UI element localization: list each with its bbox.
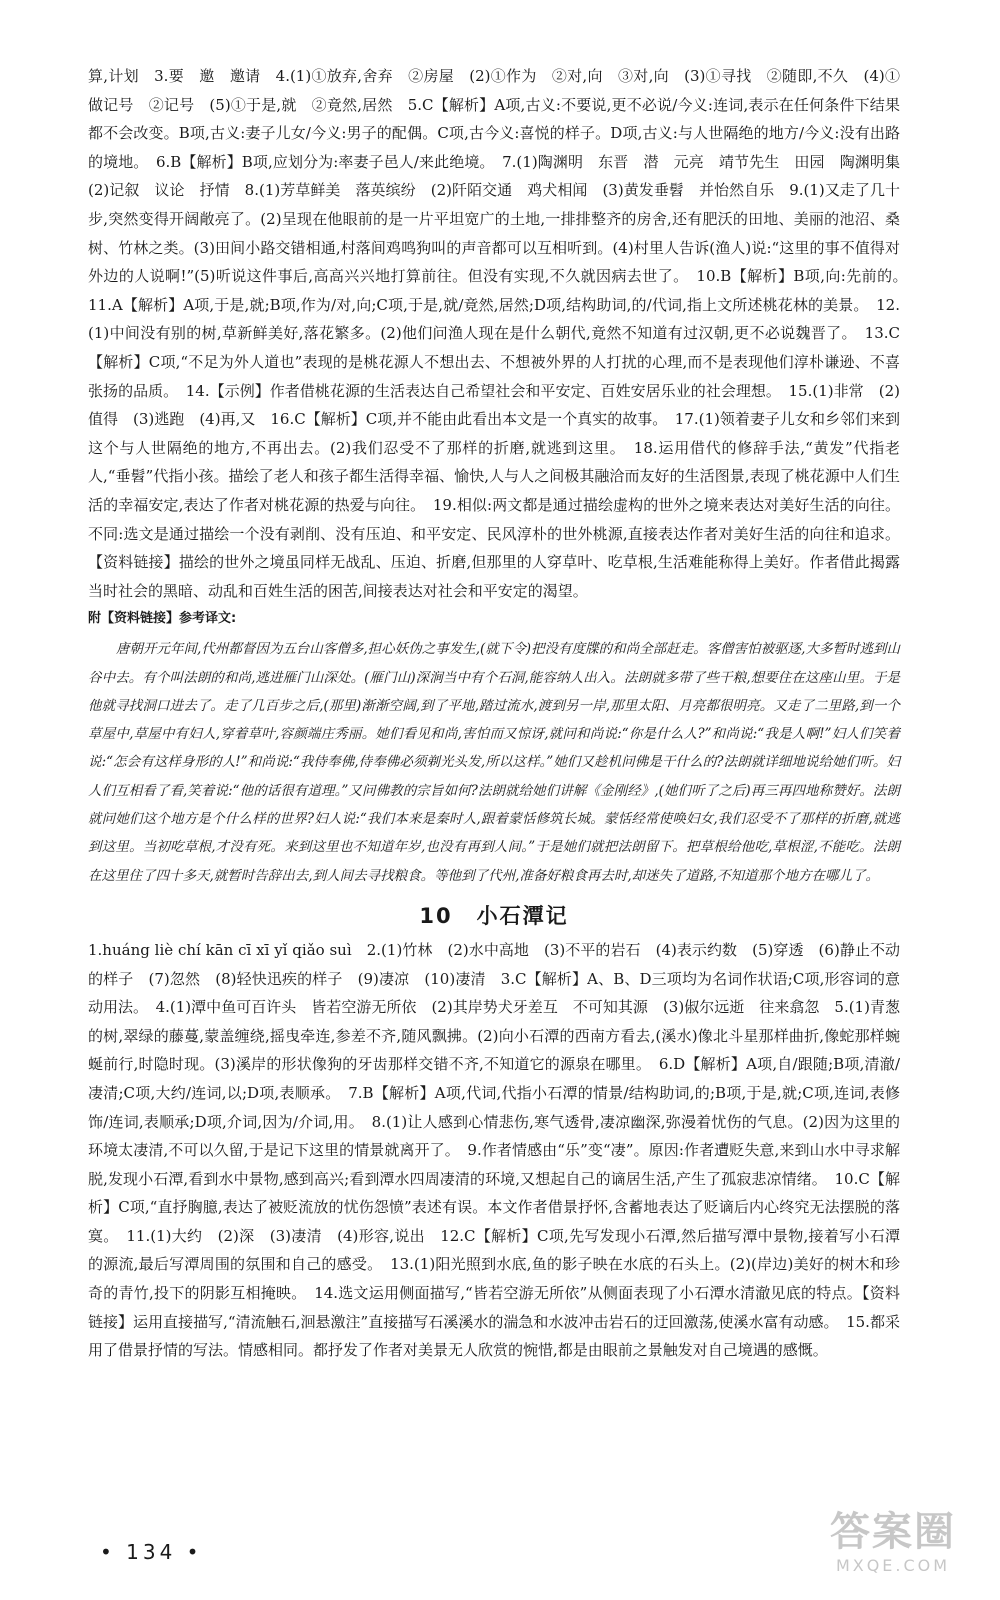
watermark-site-text: MXQE.COM: [835, 1556, 951, 1575]
watermark-main-text: 答案圈: [830, 1509, 956, 1555]
answer-text-bottom: 1.huáng liè chí kān cī xī yǐ qiǎo suì 2.(1)竹林 (2)水中高地 (3)不平的岩石 (4)表示约数 (5)穿透 (6)静止不动的样子 (7)忽然 (8)轻快迅疾的样子 (9)凄凉 (10)凄清 3.C【解析】A、B、D三项均为名词作状语;C项,形容词的意动用法。 4.(1)潭中鱼可百许头 皆若空游无所依 (2)其岸势犬牙差互 不可知其源 (3)俶尔远逝 往来翕忽 5.(1)青葱的树,翠绿的藤蔓,蒙盖缠绕,摇曳牵连,参差不齐,随风飘拂。(2)向小石潭的西南方看去,(溪水)像北斗星那样曲折,像蛇那样蜿蜒前行,时隐时现。(3)溪岸的形状像狗的牙齿那样交错不齐,不知道它的源泉在哪里。 6.D【解析】A项,自/跟随;B项,清澈/凄清;C项,大约/连词,以;D项,表顺承。 7.B【解析】A项,代词,代指小石潭的情景/结构助词,的;B项,于是,就;C项,连词,表修饰/连词,表顺承;D项,介词,因为/介词,用。 8.(1)让人感到心情悲伤,寒气透骨,凄凉幽深,弥漫着忧伤的气息。(2)因为这里的环境太凄清,不可以久留,于是记下这里的情景就离开了。 9.作者情感由“乐”变“凄”。原因:作者遭贬失意,来到山水中寻求解脱,发现小石潭,看到水中景物,感到高兴;看到潭水四周凄清的环境,又想起自己的谪居生活,产生了孤寂悲凉情绪。 10.C【解析】C项,“直抒胸臆,表达了被贬流放的忧伤怨愤”表述有误。本文作者借景抒怀,含蓄地表达了贬谪后内心终究无法摆脱的落寞。 11.(1)大约 (2)深 (3)凄清 (4)形容,说出 12.C【解析】C项,先写发现小石潭,然后描写潭中景物,接着写小石潭的源流,最后写潭周围的氛围和自己的感受。 13.(1)阳光照到水底,鱼的影子映在水底的石头上。(2)(岸边)美好的树木和珍奇的青竹,投下的阴影互相掩映。 14.选文运用侧面描写,“皆若空游无所依”从侧面表现了小石潭水清澈见底的特点。【资料链接】运用直接描写,“清流触石,洄悬激注”直接描写石溪溪水的湍急和水波冲击岩石的迂回激荡,使溪水富有动感。 15.都采用了借景抒情的写法。情感相同。都抒发了作者对美景无人欣赏的惋惜,都是由眼前之景触发对自己境遇的感慨。: [88, 940, 900, 1360]
page-number: • 134 •: [100, 1540, 203, 1564]
watermark-logo: [808, 1508, 978, 1576]
section-name: 小石潭记: [476, 903, 569, 928]
appendix-translation: 唐朝开元年间,代州都督因为五台山客僧多,担心妖伪之事发生,(就下令)把没有度牒的和尚全部赶走。客僧害怕被驱逐,大多暂时逃到山谷中去。有个叫法朗的和尚,逃进雁门山深处。(雁门山)深涧当中有个石洞,能容纳人出入。法朗就多带了些干粮,想要住在这座山里。于是他就寻找洞口进去了。走了几百步之后,(那里)渐渐空阔,到了平地,踏过流水,渡到另一岸,那里太阳、月亮都很明亮。又走了二里路,到一个草屋中,草屋中有妇人,穿着草叶,容颜端庄秀丽。她们看见和尚,害怕而又惊讶,就问和尚说:“你是什么人?”和尚说:“我是人啊!”妇人们笑着说:“怎会有这样身形的人!”和尚说:“我侍奉佛,侍奉佛必须剃光头发,所以这样。”她们又趁机问佛是干什么的?法朗就详细地说给她们听。妇人们互相看了看,笑着说:“他的话很有道理。”又问佛教的宗旨如何?法朗就给她们讲解《金刚经》,(她们听了之后)再三再四地称赞好。法朗就问她们这个地方是个什么样的世界?妇人说:“我们本来是秦时人,跟着蒙恬修筑长城。蒙恬经常使唤妇女,我们忍受不了那样的折磨,就逃到这里。当初吃草根,才没有死。来到这里也不知道年岁,也没有再到人间。”于是她们就把法朗留下。把草根给他吃,草根涩,不能吃。法朗在这里住了四十多天,就暂时告辞出去,到人间去寻找粮食。等他到了代州,准备好粮食再去时,却迷失了道路,不知道那个地方在哪儿了。: [88, 641, 900, 884]
section-title: [88, 900, 900, 930]
section-number: 10: [419, 903, 453, 928]
answer-text-top: 算,计划 3.要 邀 邀请 4.(1)①放弃,舍弃 ②房屋 (2)①作为 ②对,向 ③对,向 (3)①寻找 ②随即,不久 (4)①做记号 ②记号 (5)①于是,就 ②竟然,居然 5.C【解析】A项,古义:不要说,更不必说/今义:连词,表示在任何条件下结果都不会改变。B项,古义:妻子儿女/今义:男子的配偶。C项,古今义:喜悦的样子。D项,古义:与人世隔绝的地方/今义:没有出路的境地。 6.B【解析】B项,应划分为:率妻子邑人/来此绝境。 7.(1)陶渊明 东晋 潜 元亮 靖节先生 田园 陶渊明集 (2)记叙 议论 抒情 8.(1)芳草鲜美 落英缤纷 (2)阡陌交通 鸡犬相闻 (3)黄发垂髫 并怡然自乐 9.(1)又走了几十步,突然变得开阔敞亮了。(2)呈现在他眼前的是一片平坦宽广的土地,一排排整齐的房舍,还有肥沃的田地、美丽的池沼、桑树、竹林之类。(3)田间小路交错相通,村落间鸡鸣狗叫的声音都可以互相听到。(4)村里人告诉(渔人)说:“这里的事不值得对外边的人说啊!”(5)听说这件事后,高高兴兴地打算前往。但没有实现,不久就因病去世了。 10.B【解析】B项,向:先前的。 11.A【解析】A项,于是,就;B项,作为/对,向;C项,于是,就/竟然,居然;D项,结构助词,的/代词,指上文所述桃花林的美景。 12.(1)中间没有别的树,草新鲜美好,落花繁多。(2)他们问渔人现在是什么朝代,竟然不知道有过汉朝,更不必说魏晋了。 13.C【解析】C项,“不足为外人道也”表现的是桃花源人不想出去、不想被外界的人打扰的心理,而不是表现他们淳朴谦逊、不喜张扬的品质。 14.【示例】作者借桃花源的生活表达自己希望社会和平安定、百姓安居乐业的社会理想。 15.(1)非常 (2)值得 (3)逃跑 (4)再,又 16.C【解析】C项,并不能由此看出本文是一个真实的故事。 17.(1)领着妻子儿女和乡邻们来到这个与人世隔绝的地方,不再出去。(2)我们忍受不了那样的折磨,就逃到这里。 18.运用借代的修辞手法,“黄发”代指老人,“垂髫”代指小孩。描绘了老人和孩子都生活得幸福、愉快,人与人之间极其融洽而友好的生活图景,表现了桃花源中人们生活的幸福安定,表达了作者对桃花源的热爱与向往。 19.相似:两文都是通过描绘虚构的世外之境来表达对美好生活的向往。不同:选文是通过描绘一个没有剥削、没有压迫、和平安定、民风淳朴的世外桃源,直接表达作者对美好生活的向往和追求。【资料链接】描绘的世外之境虽同样无战乱、压迫、折磨,但那里的人穿草叶、吃草根,生活难能称得上美好。作者借此揭露当时社会的黑暗、动乱和百姓生活的困苦,间接表达对社会和平安定的渴望。: [88, 67, 916, 600]
appendix-heading: 附【资料链接】参考译文:: [88, 611, 237, 627]
answer-page: [88, 62, 916, 1365]
